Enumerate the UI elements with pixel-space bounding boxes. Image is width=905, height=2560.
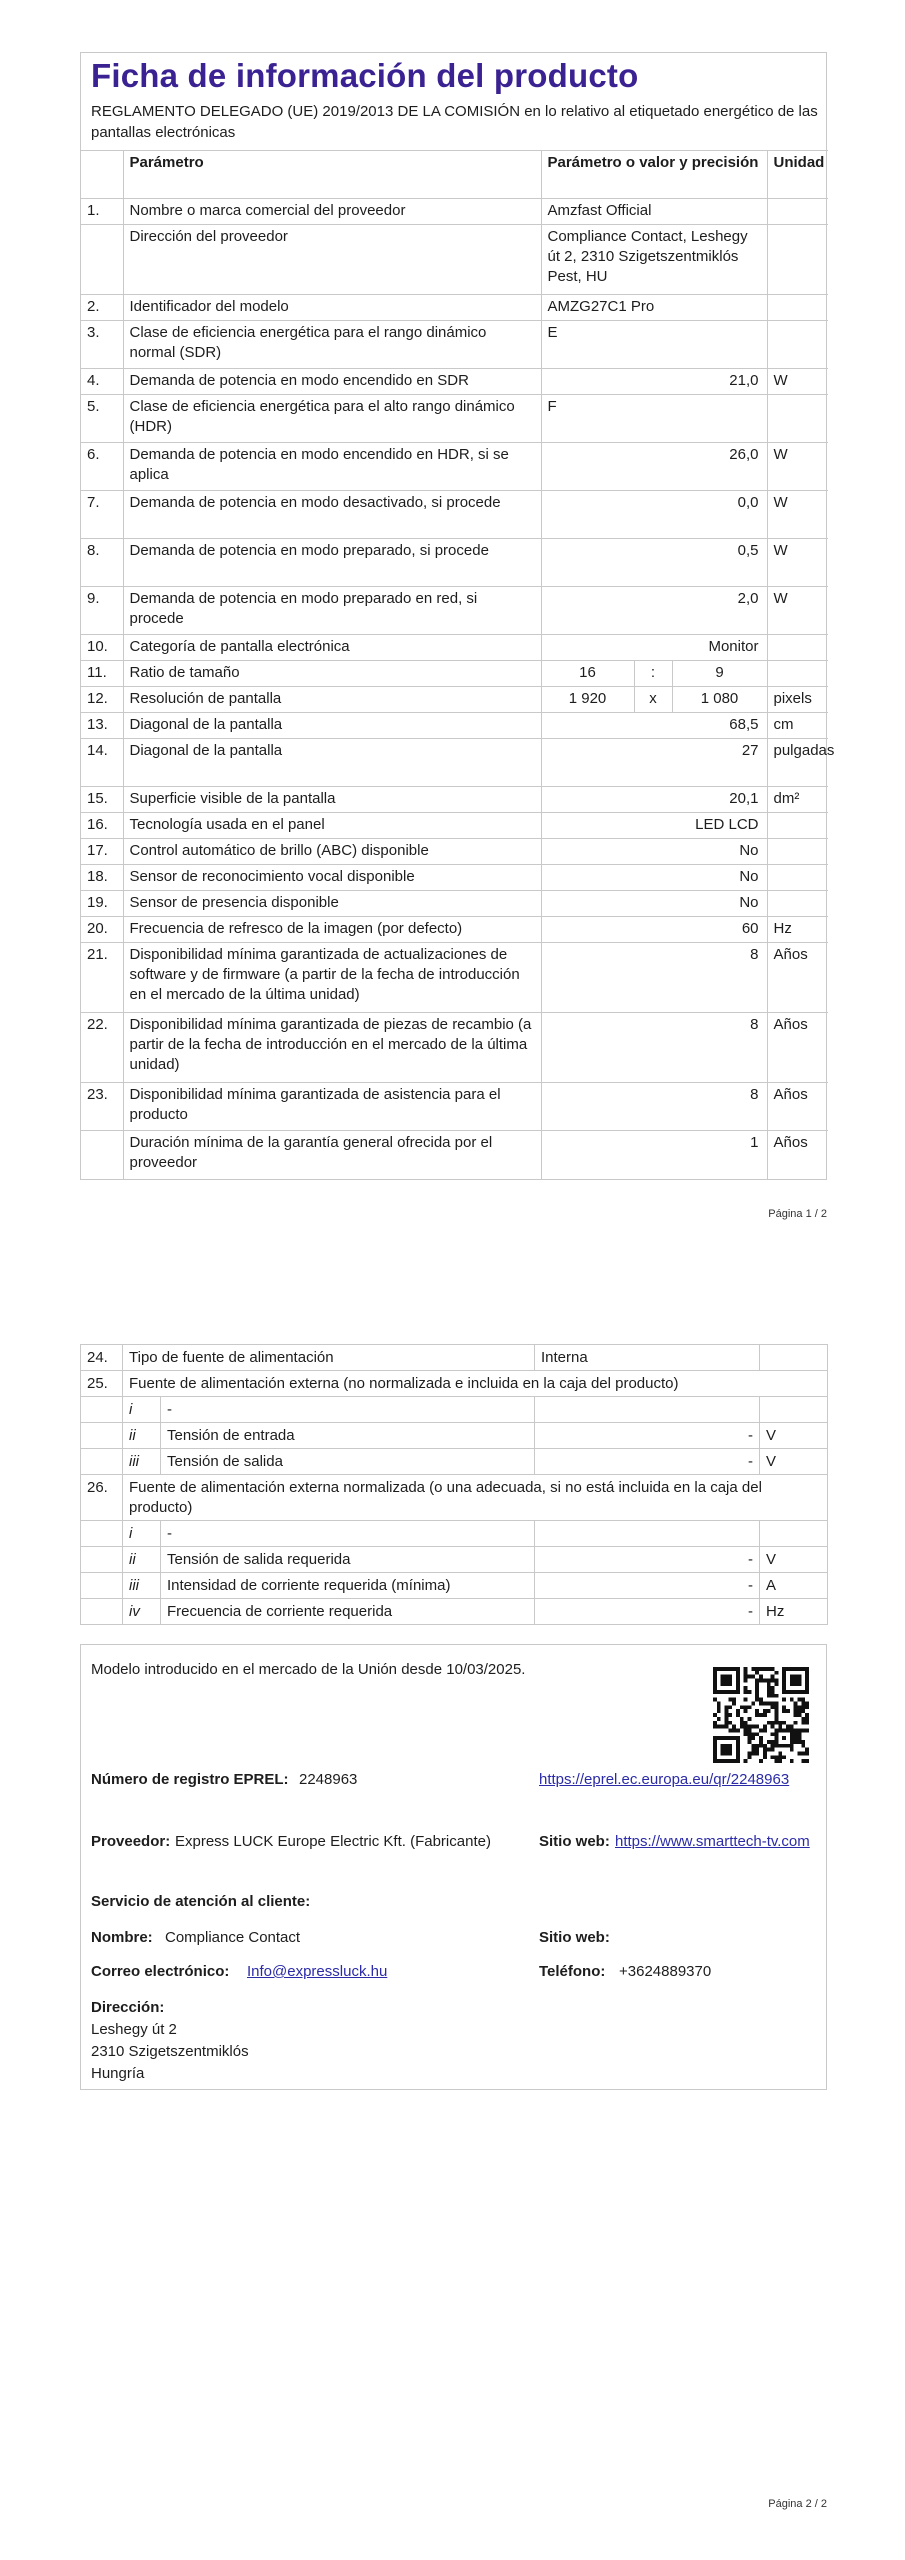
param-name: Demanda de potencia en modo preparado en red, si procede [123, 587, 541, 635]
address-line: Hungría [91, 2065, 145, 2082]
param-name: Tecnología usada en el panel [123, 813, 541, 839]
param-value: - [535, 1547, 760, 1573]
param-value: LED LCD [541, 813, 767, 839]
page-title: Ficha de información del producto [91, 57, 639, 94]
param-value: 8 [541, 1083, 767, 1131]
param-value: 68,5 [541, 713, 767, 739]
param-name: Demanda de potencia en modo preparado, si procede [123, 539, 541, 587]
contact-name: Compliance Contact [165, 1929, 301, 1946]
param-name: Clase de eficiencia energética para el rango dinámico normal (SDR) [123, 321, 541, 369]
param-unit [767, 839, 828, 865]
param-unit: pulgadas [767, 739, 828, 787]
param-value: - [535, 1423, 760, 1449]
param-name: Diagonal de la pantalla [123, 739, 541, 787]
row-number [81, 1599, 123, 1625]
param-name: Diagonal de la pantalla [123, 713, 541, 739]
param-unit [767, 813, 828, 839]
row-number: 26. [81, 1475, 123, 1521]
param-name: Fuente de alimentación externa (no normalizada e incluida en la caja del producto) [123, 1371, 828, 1397]
row-number: 20. [81, 917, 123, 943]
table-row [81, 443, 828, 491]
table-row [81, 713, 828, 739]
param-value: Compliance Contact, Leshegy út 2, 2310 Szigetszentmiklós Pest, HU [541, 225, 767, 295]
param-name: Disponibilidad mínima garantizada de piezas de recambio (a partir de la fecha de introducción en el mercado de la última unidad) [123, 1013, 541, 1083]
value-part: 1 920 [541, 687, 634, 713]
table-row [81, 1475, 828, 1521]
row-number: 19. [81, 891, 123, 917]
email-label: Correo electrónico: [91, 1963, 230, 1980]
param-name: Ratio de tamaño [123, 661, 541, 687]
table-row [81, 369, 828, 395]
sub-row [81, 1423, 828, 1449]
table-row [81, 1131, 828, 1179]
row-number: 3. [81, 321, 123, 369]
param-unit: Años [767, 1083, 828, 1131]
address-label: Dirección: [91, 1999, 165, 2016]
row-number: 21. [81, 943, 123, 1013]
param-name: - [161, 1397, 535, 1423]
sub-row [81, 1397, 828, 1423]
table-row [81, 839, 828, 865]
param-unit [767, 199, 828, 225]
row-number: 8. [81, 539, 123, 587]
param-unit [767, 661, 828, 687]
param-unit: A [760, 1573, 828, 1599]
param-name: Dirección del proveedor [123, 225, 541, 295]
address-line: Leshegy út 2 [91, 2021, 177, 2038]
param-name: Tensión de entrada [161, 1423, 535, 1449]
sub-row [81, 1573, 828, 1599]
table-row [81, 891, 828, 917]
table-row [81, 491, 828, 539]
row-number [81, 1547, 123, 1573]
param-value: No [541, 891, 767, 917]
param-unit: Años [767, 943, 828, 1013]
param-unit [767, 891, 828, 917]
param-unit: W [767, 369, 828, 395]
param-name: Sensor de reconocimiento vocal disponible [123, 865, 541, 891]
power-supply-table [80, 1344, 828, 1625]
table-row [81, 787, 828, 813]
row-number: 9. [81, 587, 123, 635]
param-value: 2,0 [541, 587, 767, 635]
param-value: No [541, 865, 767, 891]
phone-number: +3624889370 [619, 1963, 712, 1980]
row-number: 12. [81, 687, 123, 713]
sub-index: iii [123, 1449, 161, 1475]
param-value: 8 [541, 943, 767, 1013]
row-number [81, 1131, 123, 1179]
contact-name-label: Nombre: [91, 1929, 153, 1946]
param-value: E [541, 321, 767, 369]
contact-website-label: Sitio web: [539, 1929, 610, 1946]
param-value: 60 [541, 917, 767, 943]
param-name: Frecuencia de refresco de la imagen (por defecto) [123, 917, 541, 943]
param-unit: W [767, 587, 828, 635]
value-part: 16 [541, 661, 634, 687]
sub-index: ii [123, 1423, 161, 1449]
email-link[interactable]: Info@expressluck.hu [247, 1963, 388, 1980]
param-unit: V [760, 1547, 828, 1573]
param-unit: Hz [767, 917, 828, 943]
row-number: 11. [81, 661, 123, 687]
row-number: 5. [81, 395, 123, 443]
row-number [81, 1573, 123, 1599]
sub-index: ii [123, 1547, 161, 1573]
param-value: - [535, 1449, 760, 1475]
param-unit: Años [767, 1013, 828, 1083]
param-value: - [535, 1573, 760, 1599]
param-unit [760, 1521, 828, 1547]
row-number: 4. [81, 369, 123, 395]
table-row [81, 865, 828, 891]
param-value: AMZG27C1 Pro [541, 295, 767, 321]
param-unit: V [760, 1449, 828, 1475]
param-name: Superficie visible de la pantalla [123, 787, 541, 813]
param-name: Tensión de salida [161, 1449, 535, 1475]
table-row [81, 321, 828, 369]
sub-index: i [123, 1521, 161, 1547]
param-unit: W [767, 443, 828, 491]
market-date: Modelo introducido en el mercado de la Unión desde 10/03/2025. [91, 1661, 526, 1678]
table-row [81, 199, 828, 225]
param-unit: pixels [767, 687, 828, 713]
param-name: Frecuencia de corriente requerida [161, 1599, 535, 1625]
param-unit [767, 295, 828, 321]
param-value: 20,1 [541, 787, 767, 813]
table-row [81, 635, 828, 661]
row-number: 23. [81, 1083, 123, 1131]
table-row [81, 225, 828, 295]
param-name: Categoría de pantalla electrónica [123, 635, 541, 661]
param-name: Demanda de potencia en modo encendido en SDR [123, 369, 541, 395]
table-row [81, 1013, 828, 1083]
row-number: 14. [81, 739, 123, 787]
param-name: Intensidad de corriente requerida (mínima) [161, 1573, 535, 1599]
page-number: Página 2 / 2 [768, 2498, 827, 2510]
param-name: Identificador del modelo [123, 295, 541, 321]
sub-row [81, 1449, 828, 1475]
table-row [81, 813, 828, 839]
table-row [81, 917, 828, 943]
table-row [81, 295, 828, 321]
table-row [81, 395, 828, 443]
param-value: 26,0 [541, 443, 767, 491]
value-part: 1 080 [672, 687, 767, 713]
table-row [81, 1371, 828, 1397]
row-number [81, 1397, 123, 1423]
row-number: 10. [81, 635, 123, 661]
provider-label: Proveedor: [91, 1833, 171, 1850]
sub-row [81, 1599, 828, 1625]
table-row [81, 587, 828, 635]
table-row [81, 539, 828, 587]
row-number: 22. [81, 1013, 123, 1083]
row-number [81, 225, 123, 295]
eprel-number: 2248963 [299, 1771, 358, 1788]
row-number: 25. [81, 1371, 123, 1397]
param-name: Clase de eficiencia energética para el alto rango dinámico (HDR) [123, 395, 541, 443]
param-name: Duración mínima de la garantía general ofrecida por el proveedor [123, 1131, 541, 1179]
param-value: 21,0 [541, 369, 767, 395]
param-unit [760, 1397, 828, 1423]
sub-index: iii [123, 1573, 161, 1599]
eprel-link[interactable]: https://eprel.ec.europa.eu/qr/2248963 [539, 1771, 790, 1788]
param-value: 8 [541, 1013, 767, 1083]
row-number: 7. [81, 491, 123, 539]
table-row [81, 661, 828, 687]
row-number [81, 1449, 123, 1475]
sub-row [81, 1521, 828, 1547]
param-unit [767, 865, 828, 891]
param-name: Demanda de potencia en modo desactivado, si procede [123, 491, 541, 539]
param-value: F [541, 395, 767, 443]
row-number: 18. [81, 865, 123, 891]
param-name: Demanda de potencia en modo encendido en HDR, si se aplica [123, 443, 541, 491]
address-line: 2310 Szigetszentmiklós [91, 2043, 249, 2060]
param-unit: Hz [760, 1599, 828, 1625]
param-name: Nombre o marca comercial del proveedor [123, 199, 541, 225]
value-separator: x [634, 687, 672, 713]
value-separator: : [634, 661, 672, 687]
row-number: 2. [81, 295, 123, 321]
param-unit [760, 1345, 828, 1371]
param-value: Interna [535, 1345, 760, 1371]
param-unit: cm [767, 713, 828, 739]
param-value [535, 1521, 760, 1547]
param-value: 0,5 [541, 539, 767, 587]
qr-code-icon[interactable] [713, 1667, 809, 1763]
param-value: 27 [541, 739, 767, 787]
supplier-info-box [80, 1644, 827, 2090]
param-unit [767, 395, 828, 443]
header-param: Parámetro [123, 151, 541, 199]
phone-label: Teléfono: [539, 1963, 606, 1980]
param-value: Amzfast Official [541, 199, 767, 225]
page-number: Página 1 / 2 [768, 1208, 827, 1220]
website-link[interactable]: https://www.smarttech-tv.com [615, 1833, 810, 1850]
website-label: Sitio web: [539, 1833, 610, 1850]
param-unit: dm² [767, 787, 828, 813]
parameters-table [81, 150, 835, 1179]
param-unit: W [767, 539, 828, 587]
sub-index: iv [123, 1599, 161, 1625]
param-name: Disponibilidad mínima garantizada de actualizaciones de software y de firmware (a partir de la fecha de introducción en el mercado de la última unidad) [123, 943, 541, 1013]
customer-service-label: Servicio de atención al cliente: [91, 1893, 311, 1910]
param-unit [767, 321, 828, 369]
row-number: 16. [81, 813, 123, 839]
param-value: No [541, 839, 767, 865]
row-number: 15. [81, 787, 123, 813]
table-row [81, 739, 828, 787]
regulation-text: REGLAMENTO DELEGADO (UE) 2019/2013 DE LA COMISIÓN en lo relativo al etiquetado energético de las pantallas electrónicas [91, 103, 818, 141]
table-row [81, 687, 828, 713]
param-value: - [535, 1599, 760, 1625]
row-number: 1. [81, 199, 123, 225]
param-name: Fuente de alimentación externa normalizada (o una adecuada, si no está incluida en la caja del producto) [123, 1475, 828, 1521]
param-name: - [161, 1521, 535, 1547]
param-name: Resolución de pantalla [123, 687, 541, 713]
param-unit: Años [767, 1131, 828, 1179]
param-unit [767, 635, 828, 661]
param-name: Control automático de brillo (ABC) disponible [123, 839, 541, 865]
value-part: 9 [672, 661, 767, 687]
row-number [81, 1423, 123, 1449]
param-name: Sensor de presencia disponible [123, 891, 541, 917]
param-unit: W [767, 491, 828, 539]
param-value: 0,0 [541, 491, 767, 539]
param-unit [767, 225, 828, 295]
eprel-label: Número de registro EPREL: [91, 1771, 289, 1788]
header-unit: Unidad [767, 151, 828, 199]
param-name: Disponibilidad mínima garantizada de asistencia para el producto [123, 1083, 541, 1131]
table-row [81, 1345, 828, 1371]
param-value: Monitor [541, 635, 767, 661]
row-number: 13. [81, 713, 123, 739]
param-unit: V [760, 1423, 828, 1449]
row-number: 6. [81, 443, 123, 491]
param-value: 1 [541, 1131, 767, 1179]
header-value: Parámetro o valor y precisión [541, 151, 767, 199]
row-number: 17. [81, 839, 123, 865]
row-number: 24. [81, 1345, 123, 1371]
table-row [81, 943, 828, 1013]
product-info-sheet [80, 52, 835, 1180]
param-value [535, 1397, 760, 1423]
param-name: Tipo de fuente de alimentación [123, 1345, 535, 1371]
row-number [81, 1521, 123, 1547]
provider-name: Express LUCK Europe Electric Kft. (Fabricante) [175, 1833, 491, 1850]
sub-row [81, 1547, 828, 1573]
param-name: Tensión de salida requerida [161, 1547, 535, 1573]
sub-index: i [123, 1397, 161, 1423]
table-row [81, 1083, 828, 1131]
